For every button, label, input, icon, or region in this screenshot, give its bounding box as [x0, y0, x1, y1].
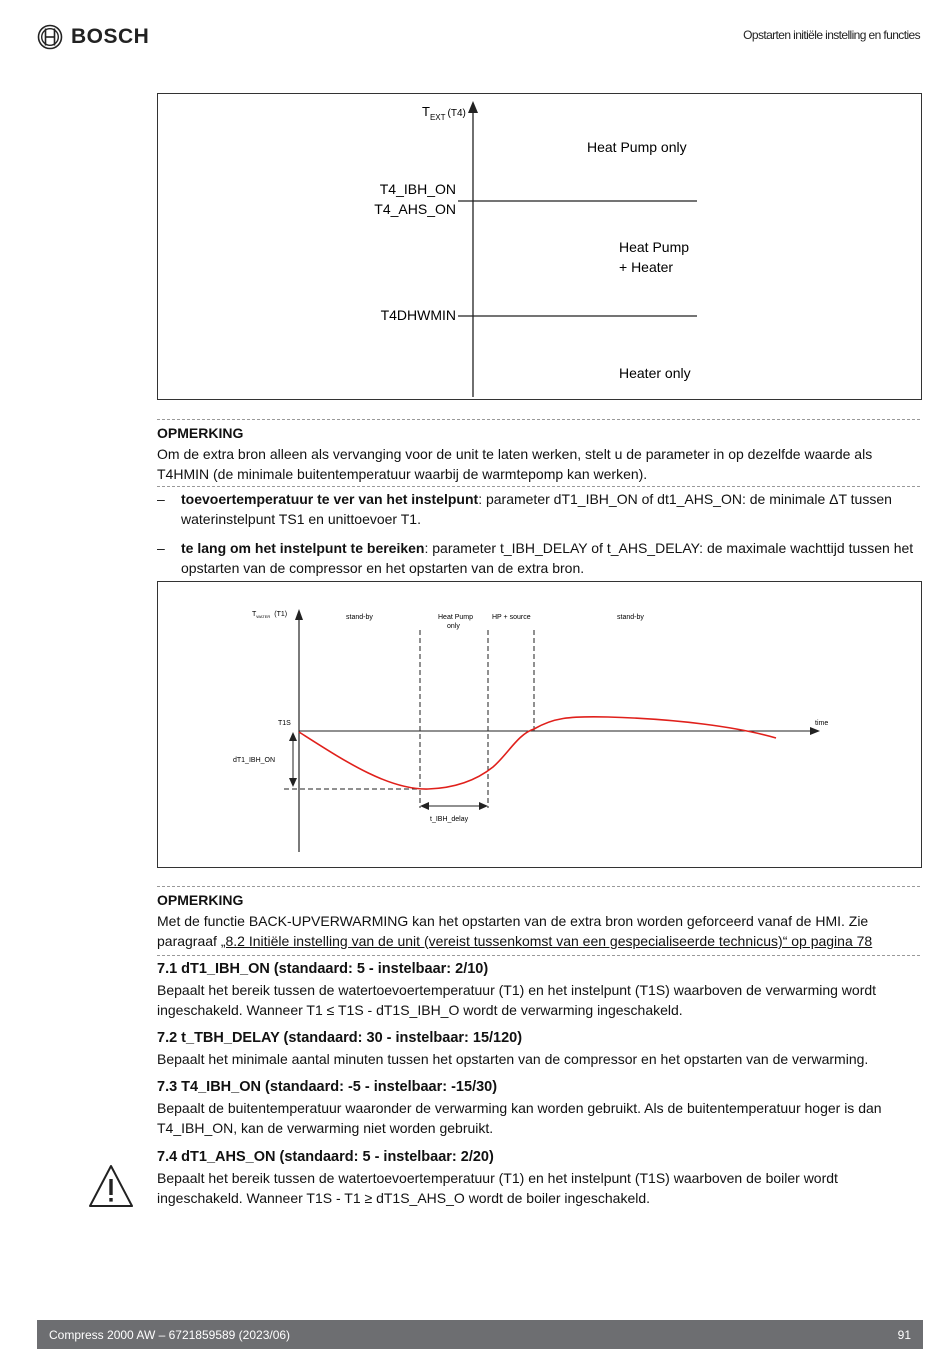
note-divider — [157, 419, 920, 420]
phase-label-hp-only-a: Heat Pump — [438, 614, 474, 621]
water-temperature-curve — [299, 717, 776, 789]
bullet-text: : parameter t_IBH_DELAY of t_AHS_DELAY: de maximale wachttijd tussen het opstarten van de compressor en het opstarten van de extra bron. — [181, 540, 914, 576]
page-number: 91 — [897, 1327, 911, 1342]
delta-arrow-up-icon — [289, 732, 297, 741]
phase-label-hp-only-b: only — [447, 623, 460, 630]
axis-label: $T_{EXT}$ $^{(T4)}$ — [422, 104, 466, 122]
delay-arrow-right-icon — [479, 802, 488, 810]
y-axis-arrow-icon — [295, 609, 303, 620]
brand-name: BOSCH — [71, 25, 150, 48]
zone-mid-label-b: + Heater — [619, 259, 674, 275]
section-title: 7.2 t_TBH_DELAY (standaard: 30 - instelbaar: 15/120) — [157, 1030, 523, 1046]
zone-top-label: Heat Pump only — [587, 139, 687, 155]
threshold-2-label: T4DHWMIN — [380, 307, 456, 323]
page-footer — [37, 1320, 923, 1349]
note-title: OPMERKING — [157, 892, 244, 908]
footer-document-id: Compress 2000 AW – 6721859589 (2023/06) — [49, 1327, 291, 1342]
section-text: Bepaalt het minimale aantal minuten tussen het opstarten van de compressor en het opstarten van de verwarming. — [157, 1051, 869, 1067]
section-title: 7.3 T4_IBH_ON (standaard: -5 - instelbaar: -15/30) — [157, 1079, 498, 1095]
note-divider — [157, 886, 920, 887]
section-text: Bepaalt de buitentemperatuur waaronder de verwarming kan worden gebruikt. Als de buitentemperatuur hoger is dan T4_IBH_ON, kan de verwarming niet worden gebruikt. — [157, 1100, 882, 1136]
zone-mid-label-a: Heat Pump — [619, 239, 690, 255]
time-axis-arrow-icon — [810, 727, 820, 735]
warning-triangle-icon — [88, 1163, 134, 1209]
setpoint-label: T1S — [278, 720, 291, 727]
section-title: 7.1 dT1_IBH_ON (standaard: 5 - instelbaar: 2/10) — [157, 961, 489, 977]
section-text: Bepaalt het bereik tussen de watertoevoertemperatuur (T1) en het instelpunt (T1S) waarboven de verwarming wordt ingeschakeld. Wanneer T1 ≤ T1S - dT1S_IBH_O wordt de verwarming ingeschakeld. — [157, 982, 877, 1018]
page-reference-link[interactable]: „8.2 Initiële instelling van de unit (vereist tussenkomst van een gespecialiseerde technicus)“ op pagina 78 — [220, 933, 873, 949]
phase-label-standby-2: stand-by — [617, 614, 644, 621]
phase-label-hp-source: HP + source — [492, 614, 531, 621]
brand — [37, 24, 149, 50]
delta-arrow-down-icon — [289, 778, 297, 787]
bullet-dash: – — [157, 491, 165, 507]
threshold-1-label-a: T4_IBH_ON — [379, 181, 456, 197]
bosch-armature-icon — [37, 24, 63, 50]
bullet-term: toevoertemperatuur te ver van het instelpunt — [181, 491, 479, 507]
section-title: 7.4 dT1_AHS_ON (standaard: 5 - instelbaar: 2/20) — [157, 1149, 494, 1165]
note-body: Met de functie BACK-UPVERWARMING kan het opstarten van de extra bron worden geforceerd vanaf de HMI. Zie paragraaf — [157, 913, 869, 949]
note-text — [157, 911, 920, 951]
delay-arrow-left-icon — [420, 802, 429, 810]
list-item — [157, 538, 920, 578]
bullet-dash: – — [157, 540, 165, 556]
time-label: time — [815, 720, 829, 727]
operating-zones-svg — [158, 94, 921, 399]
section-header: Opstarten initiële instelling en functies — [743, 28, 920, 42]
note-divider — [157, 486, 920, 487]
delay-label: t_IBH_delay — [430, 816, 469, 823]
delta-label: dT1_IBH_ON — [233, 757, 276, 764]
axis-arrow-icon — [468, 101, 478, 113]
timing-svg — [158, 582, 921, 867]
bullet-text: : parameter dT1_IBH_ON of dt1_AHS_ON: de minimale ΔT tussen waterinstelpunt TS1 en unittoevoer T1. — [181, 491, 892, 527]
threshold-1-label-b: T4_AHS_ON — [374, 201, 456, 217]
section-text: Bepaalt het bereik tussen de watertoevoertemperatuur (T1) en het instelpunt (T1S) waarboven de boiler wordt ingeschakeld. Wanneer T1S - T1 ≥ dT1S_AHS_O wordt de boiler ingeschakeld. — [157, 1170, 838, 1206]
note-text: Om de extra bron alleen als vervanging voor de unit te laten werken, stelt u de parameter in op dezelfde waarde als T4HMIN (de minimale buitentemperatuur waarbij de warmtepomp kan werken). — [157, 446, 873, 482]
operating-zones-diagram — [157, 93, 922, 400]
y-axis-label: $T_{WATER}$ (T1) — [252, 611, 288, 619]
zone-bottom-label: Heater only — [619, 365, 691, 381]
phase-label-standby-1: stand-by — [346, 614, 373, 621]
list-item — [157, 489, 920, 529]
bullet-term: te lang om het instelpunt te bereiken — [181, 540, 425, 556]
backup-heater-timing-diagram — [157, 581, 922, 868]
note-divider — [157, 955, 920, 956]
note-title: OPMERKING — [157, 425, 244, 441]
